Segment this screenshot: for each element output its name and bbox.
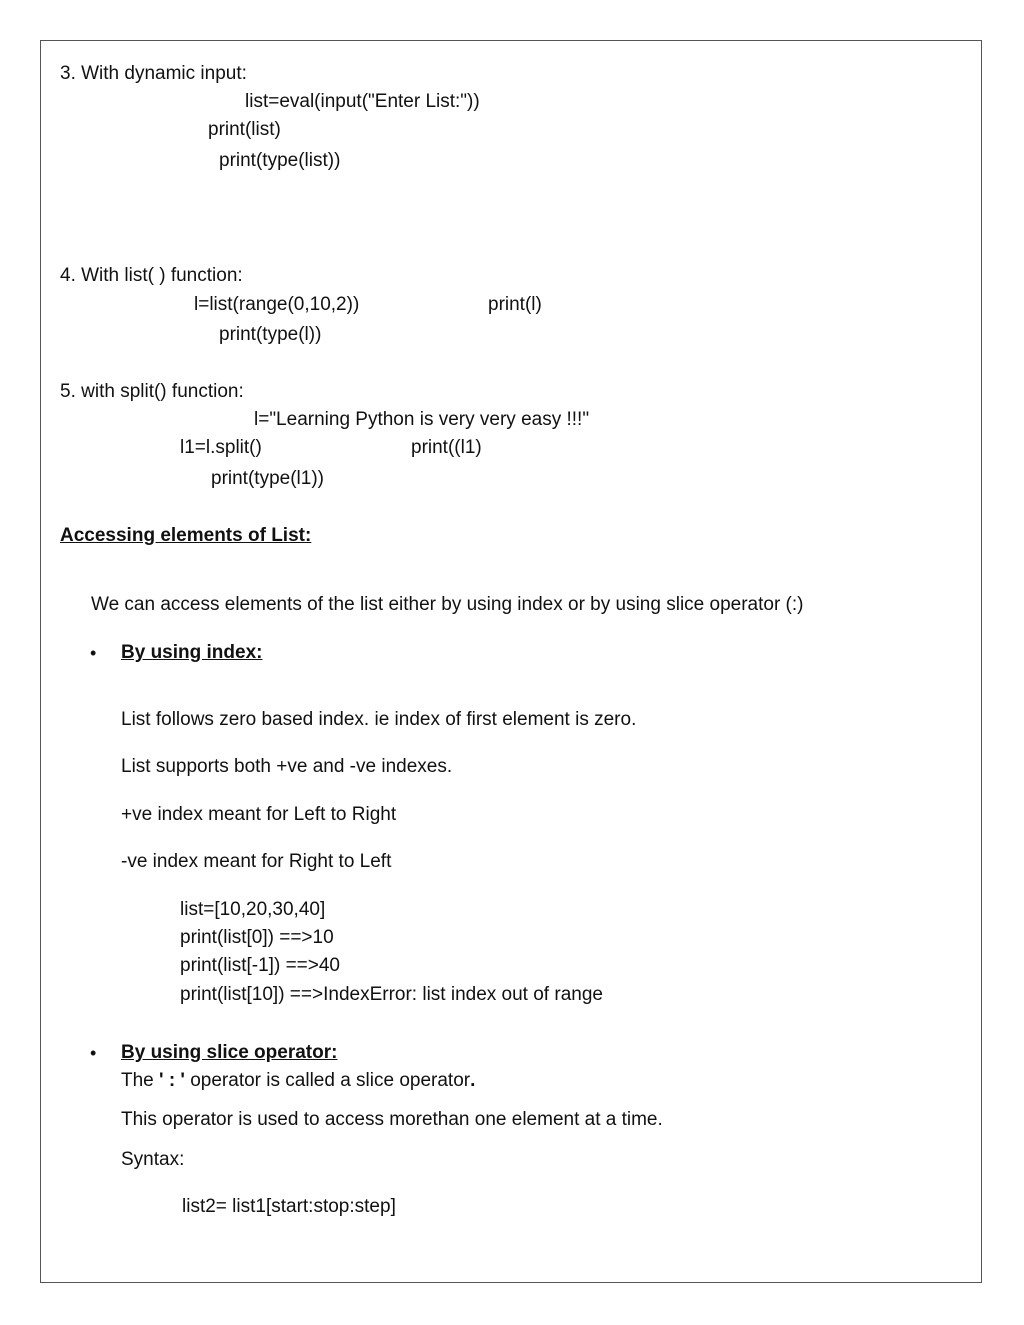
code-line: print(list) bbox=[208, 119, 281, 140]
slice-desc-period: . bbox=[470, 1070, 476, 1091]
syntax-code: list2= list1[start:stop:step] bbox=[182, 1196, 396, 1217]
code-line: print(type(l)) bbox=[219, 324, 322, 345]
slice-desc-suffix: operator is called a slice operator bbox=[184, 1070, 471, 1091]
code-line: print(list[-1]) ==>40 bbox=[180, 955, 340, 976]
paragraph-line: List follows zero based index. ie index of first element is zero. bbox=[121, 709, 637, 730]
intro-paragraph: We can access elements of the list either by using index or by using slice operator (:) bbox=[91, 594, 804, 615]
code-line: list=[10,20,30,40] bbox=[180, 899, 326, 920]
code-line: l="Learning Python is very very easy !!!" bbox=[254, 409, 590, 430]
code-line: print(list[0]) ==>10 bbox=[180, 927, 334, 948]
paragraph-line: This operator is used to access morethan one element at a time. bbox=[121, 1109, 663, 1130]
subheading-by-slice: By using slice operator: bbox=[121, 1042, 338, 1063]
code-line: print((l1) bbox=[411, 437, 482, 458]
code-line: l=list(range(0,10,2)) bbox=[194, 294, 360, 315]
code-line: print(type(list)) bbox=[219, 150, 341, 171]
slice-desc-prefix: The bbox=[121, 1070, 160, 1091]
subheading-by-index: By using index: bbox=[121, 642, 263, 663]
slice-description bbox=[121, 1069, 475, 1093]
paragraph-line: List supports both +ve and -ve indexes. bbox=[121, 756, 453, 777]
code-line: print(type(l1)) bbox=[211, 468, 324, 489]
code-line: print(l) bbox=[488, 294, 542, 315]
code-line: l1=l.split() bbox=[180, 437, 262, 458]
paragraph-line: +ve index meant for Left to Right bbox=[121, 804, 397, 825]
code-line: print(list[10]) ==>IndexError: list index out of range bbox=[180, 984, 603, 1005]
bullet-icon: • bbox=[90, 643, 97, 663]
section-heading-accessing: Accessing elements of List: bbox=[60, 525, 312, 546]
code-line: list=eval(input("Enter List:")) bbox=[245, 91, 480, 112]
section-label-split-function: 5. with split() function: bbox=[60, 381, 244, 402]
slice-operator-glyph: ' : ' bbox=[159, 1070, 185, 1091]
syntax-label: Syntax: bbox=[121, 1149, 185, 1170]
section-label-list-function: 4. With list( ) function: bbox=[60, 265, 243, 286]
section-label-dynamic-input: 3. With dynamic input: bbox=[60, 63, 247, 84]
paragraph-line: -ve index meant for Right to Left bbox=[121, 851, 392, 872]
bullet-icon: • bbox=[90, 1043, 97, 1063]
